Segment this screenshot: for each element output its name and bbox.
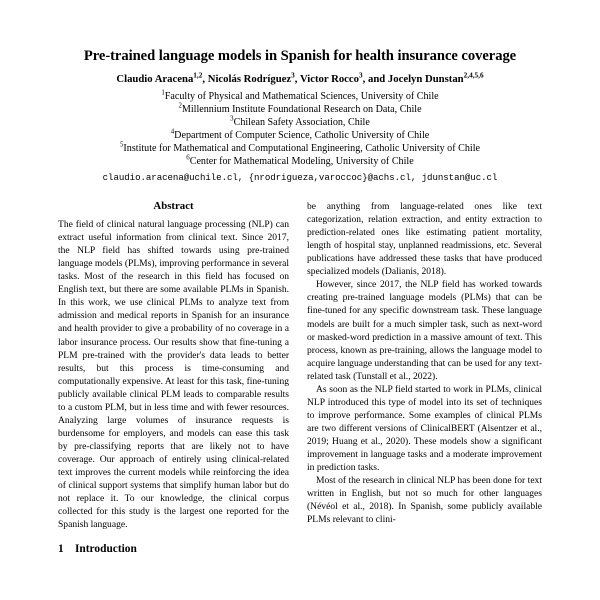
affiliation-text: Chilean Safety Association, Chile [233,117,370,129]
author-affiliation-marker: 3 [359,71,363,80]
author-separator: , and [362,73,388,86]
affiliation-text: Faculty of Physical and Mathematical Sciences, University of Chile [164,91,439,103]
author-name: Jocelyn Dunstan [387,73,464,86]
affiliation-text: Millennium Institute Foundational Research on Data, Chile [181,104,422,116]
affiliation-item [58,116,542,129]
paragraph: As soon as the NLP field started to work in PLMs, clinical NLP introduced this type of model into its set of techniques to improve performance. Some examples of clinical PLMs are two different versions of ClinicalBERT (Alsentzer et al., 2019; Huang et al., 2020). These models show a significant improvement in language tasks and a moderate improvement in prediction tasks. [307,383,542,473]
author-separator: , [294,73,300,86]
affiliation-text: Institute for Mathematical and Computational Engineering, Catholic University of Chile [123,143,480,155]
abstract-text: The field of clinical natural language processing (NLP) can extract useful information from clinical text. Since 2017, the NLP field has shifted towards using pre-trained language models (PLMs), improving performance in several tasks. Most of the research in this field has focused on English text, but there are some available PLMs in Spanish. In this work, we use clinical PLMs to analyze text from admission and medical reports in Spanish for an insurance and health provider to give a probability of no coverage in a labor insurance process. Our results show that fine-tuning a PLM pre-trained with the provider's data leads to better results, but this process is time-consuming and computationally expensive. At least for this task, fine-tuning publicly available clinical PLM leads to comparable results to a custom PLM, but in less time and with fewer resources. Analyzing large volumes of insurance requests is burdensome for employers, and models can ease this task by pre-classifying reports that are likely not to have coverage. Our approach of entirely using clinical-related text improves the current models while reinforcing the idea of clinical support systems that simplify human labor but do not replace it. To our knowledge, the clinical corpus collected for this study is the largest one reported for the Spanish language. [58,219,289,530]
affiliation-marker: 2 [178,102,182,110]
author-name: Nicolás Rodríguez [207,73,292,86]
affiliation-marker: 6 [186,154,190,162]
affiliation-item [58,90,542,103]
author-affiliation-marker: 3 [291,71,295,80]
affiliation-text: Center for Mathematical Modeling, University of Chile [189,156,414,168]
paragraph: However, since 2017, the NLP field has worked towards creating pre-trained language models (PLMs) that can be fine-tuned for any specific downstream task. These language models are built for a much simpler task, such as next-word or masked-word prediction in a massive amount of text. This process, known as pre-training, allows the language model to acquire language understanding that can be used for any text-related task (Tunstall et al., 2022). [307,279,542,382]
body-columns [58,200,542,555]
author-affiliation-marker: 1,2 [193,71,203,80]
author-affiliation-marker: 2,4,5,6 [463,71,484,80]
affiliation-item [58,155,542,168]
affiliation-marker: 5 [119,141,124,149]
affiliation-item [58,142,542,155]
affiliation-marker: 1 [161,89,165,97]
page-title: Pre-trained language models in Spanish for health insurance coverage [83,48,517,64]
author-separator: , [202,73,208,86]
affiliation-marker: 4 [170,128,175,136]
section-heading-introduction [58,543,289,555]
author-list [58,73,542,87]
affiliation-item [58,103,542,116]
affiliation-marker: 3 [230,115,234,123]
left-column [58,200,289,555]
title-block [58,0,542,183]
abstract-heading: Abstract [153,200,194,213]
affiliation-item [58,129,542,142]
affiliation-list [58,90,542,168]
section-title: Introduction [75,542,137,555]
author-name: Victor Rocco [299,73,360,86]
author-emails: claudio.aracena@uchile.cl, {nrodrigueza,varoccoc}@achs.cl, jdunstan@uc.cl [102,172,498,184]
right-column [307,200,542,526]
author-name: Claudio Aracena [116,73,194,86]
affiliation-text: Department of Computer Science, Catholic University of Chile [174,130,430,142]
section-number: 1 [58,542,64,555]
paragraph: Most of the research in clinical NLP has been done for text written in English, but not so much for other languages (Névéol et al., 2018). In Spanish, some publicly available PLMs relevant to clini- [307,474,542,525]
paragraph: be anything from language-related ones like text categorization, relation extraction, and entity extraction to prediction-related ones like estimating patient mortality, length of hospital stay, unplanned readmissions, etc. Several publications have addressed these tasks that have produced specialized models (Dalianis, 2018). [307,201,542,278]
